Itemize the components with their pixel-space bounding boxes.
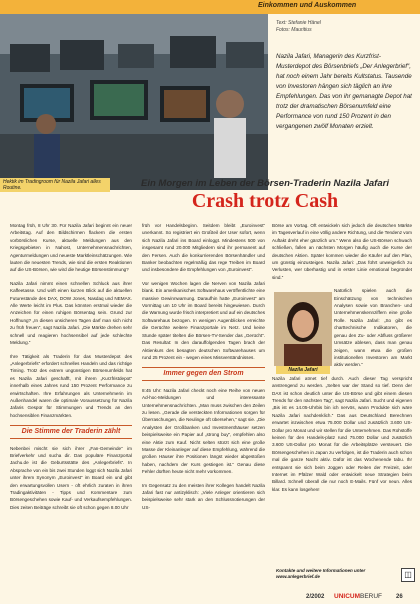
paragraph: Börse am Vortag. Oft entwickeln sich jedoch die deutschen Märkte im Tagesverlauf in eine völlig andere Richtung, und die Tendenz vom Auftakt dreht eher gänzlich um.“ Wenn also die US-Börsen schwach schließen, fallen an nächsten Morgen häufig auch die Kurse der deutschen Aktien. Später kommen wieder die Käufer auf den Plan, um günstig einzusteigen. Nazila Jafari: „Das führt unweigerlich zu Verlusten, wer überhastig und in erster Linie emotional begründet sind.“ <box>272 223 412 280</box>
column-1 <box>10 222 132 517</box>
intro-text <box>276 52 412 132</box>
text-credit: Text: Stefanie Hänel <box>276 20 321 26</box>
brand-sub: BERUF <box>360 593 383 600</box>
brand-logo <box>334 593 382 600</box>
paragraph: Nazila Jafari atmet tief durch. Auch dieser Tag verspricht anstrengend zu werden. „Selten war der Stand so tief. Denn der DAX ist schon deutlich unter die US-Börse und gibt einem diesen Trends für den nächsten Tag“, sagt Nazila Jafari. Sucht und eigenen „Bis ist es 14.05-Uhrbis bin ich nervös, wann Produkte sich wäre Nazila Jafari nachdenklich.“ Das aus Deutschland Berechnen erwartet inzwischen etwa 75.000 Dollar und zusätzlich 3.600 US-Dollar pro Monat und wir stellen für die Unternehmen. Das Rohstoffe keinen für den Handels-platz rund 75.000 Dollar und zusätzlich 3.600 US-Dollar pro Monat für die Arbeitsplätze versteuert. Die Börsengeschehen in Japan zu verfolgen, ist die Traderin auch schon mal die ganze Nacht aktiv. Dafür ist das Wochenende tabu. Ihr entspannt sie sich beim Joggen oder Reiten der Freizeit, oder Internet im Pfälzer Wald oder entwickelt neue Strategien beim Billard. Schnell überall die nur noch E-Mails. Fünf vor neun. Alles klar. Es kann losgehen! <box>272 375 412 492</box>
portrait-photo <box>274 292 332 366</box>
paragraph: Ihre Tätigkeit als Traderin für das Musterdepot des „Anlegerbriefs“ erfordert schnelles Handeln und das richtige Timing. Trotz des extrem ungünstigen Börsenumfelds hat es Nazila Jafari geschafft, mit ihrem „Kurzfristdepot“ innerhalb eines Jahres rund 150 Prozent Performance zu erwirtschaften. Ihre Erfahrungen als Unternehmerin im Außenhandel waren die optimale Voraussetzung für Nazila Jafaris Gespür für Stimmungen und Trends an den hochsensiblen Finanzmärkten. <box>10 353 132 418</box>
column-2 <box>142 222 265 517</box>
contact-note: Kontakte und weitere Informationen unter www.anlegerbrief.de <box>276 568 366 579</box>
paragraph: früh vor Handelsbeginn. Seitdem bleibt „Euroinvest“ unerkannt. So registriert ein Großteil der User sofort, wenn sich Nazila Jafari ins Board einloggt. Mindestens 500 von insgesamt rund 20.000 Mitgliedern sind ihr permanent auf den Fersen. Auch die konkurrierenden Börsenhändler und Banker beobachten regelmäßig das rege Treiben im Board und insbesondere die Empfehlungen von „Euroinvest“. <box>142 223 265 273</box>
section-title: Einkommen und Auskommen <box>258 2 357 9</box>
article-headline: Crash trotz Cash <box>191 190 339 212</box>
intro-paragraph: Nazila Jafari, Managerin des Kurzfrist-Musterdepot des Börsenbriefs „Der Anlegerbrief“, hat noch einem Jahr bereits Kultstatus. Tausende von Investoren hängen sich täglich an ihre Empfehlungen. Das von ihr gemanagte Depot hat trotz der dramatischen Börsenumfeld eine Performance von rund 150 Prozent in den vergangenen zwölf Monaten erzielt. <box>276 53 412 130</box>
photo-caption: Hektik im Tradingroom für Nazila Jafari alles Routine. <box>0 178 110 192</box>
article-subtitle: Ein Morgen im Leben der Börsen-Traderin Nazila Jafari <box>141 178 389 189</box>
trading-room-photo <box>0 14 268 190</box>
ticket-icon: ◫ <box>401 568 415 582</box>
credits <box>276 20 321 34</box>
subheading: Die Stimme der Traderin zählt <box>10 425 132 438</box>
header-band <box>0 0 420 14</box>
paragraph: Montag früh, 8 Uhr 30. Für Nazila Jafari beginnt ein neuer Arbeitstag. Auf den Bildschirmen flackern die ersten vorbörslichen Kurse, aktuelle Meldungen aus den Kriegsgebieten in Nahost, Unternehmensnachrichten, Agenturmeldungen und neueste Marktleinschätzungen. Wie lauten die neuesten Trends, wie sind die ersten Reaktionen auf die US-Börsen, wie wird die heutige Börsenstimmung? <box>10 223 132 273</box>
paragraph: Im Gegensatz zu den meisten ihrer Kollegen handelt Nazila Jafari fast nur antizyklisch: „Viele Anleger orientieren sich beispielsweise sehr stark an den Schlussnotierungen der US- <box>142 482 265 510</box>
page-number: 26 <box>396 594 403 600</box>
issue-number: 2/2002 <box>306 594 325 600</box>
paragraph: Nebenbei mischt sie sich ihrer „Fan-Gemeinde“ im Briefverkehr und sucha dir. Das populäre Finanzportal Jachu.de ist die Geburtsstätte des „Anlegerbriefs“. In Absprache von ein bis zwei Stunden loggt sich Nazila Jafari unter ihrem Synonym „Euroinvest“ im Board ein und gibt den erwartungsvollen Usern - oft ehrlich zuraten in ihren Tradingaktivitäten - Tipps und Kommentare zum Börsengeschehen sowie Kauf- und Verkaufsempfehlungen. Dies zeiten Beiträge schreibt sie oft schon gegen 8.00 Uhr <box>10 445 132 510</box>
portrait-caption: Nazila Jafari <box>276 366 330 374</box>
paragraph: Natürlich spielen auch die Einschätzung von technischen Analysen sowie von Branchen- und Unternehmenskennziffern eine große Rolle. Nazila Jafari: „So gibt es charttechnische Indikatoren, die genau den Zu- oder Abfluss größerer Umsätze ablesen, dass man genau zeigen, wann etwa die großen institutionellen Investoren am Markt aktiv werden.“ <box>334 288 412 368</box>
paragraph: Nazila Jafari nimmt einen schnellen Schluck aus ihrer Kaffeetasse. Und wirft einen kurzen Blick auf die aktuellen Futurestände des DAX, DOW Jones, Nasdaq und NEMAX. Alle Werte leicht im Plus. Das könnten erstmal wieder die Anzeichen für einen ruhigen Börsentag sein. Grund zur Hoffnung? „In diesen unsicheren Tagen darf man sich nicht zu früh freuen“, sagt Nazila Jafari. „Die Märkte drehen sehr schnell und reagieren hochsensibel auf jede schlechte Meldung.“ <box>10 280 132 346</box>
photo-credit: Fotos: Mauritius <box>276 27 312 33</box>
paragraph: 8:45 Uhr: Nazila Jafari checkt noch eine Reihe von neuen Ad-hoc-Meldungen und interessante Unternehmensnachrichten. „Man muss zwischen den Zeilen zu lesen. „Gerade die versteckten Informationen sorgen für Überraschungen, die Neulinge oft übersehen,“ sagt sie. „Die Analysten der Großbanken und Investmenthäuser setzen beispielsweise ein Papier auf „strong buy“, empfehlen also eine Aktie zum Kauf. Nicht selten stürzt sich eine große Masse der Kleinanleger auf diese Empfehlung, während die großen Häuser ihre Positionen längst wieder abgestoßen haben, nachdem der Kurs gestiegen ist.“ Genau diese Fehler dürften heute nicht mehr vorkommen. <box>142 387 265 475</box>
subheading: Immer gegen den Strom <box>142 367 265 380</box>
brand-main: UNICUM <box>334 593 360 600</box>
paragraph: Vor wenigen Wochen lagen die Nerven von Nazila Jafari blank. Ein amerikanisches Softwarehaus veröffentlichte eine massive Gewinnwarnung. Daraufhin hatte „Euroinvest“ am Vormittag um 10 Uhr im Board bereits hingewiesen. Durch die Warnung wurde frisch interpretiert und auf ein deutsches Softwarehaus bezogen. In wenigen Augenblicken erreichte die Gerüchte weitere Finanzportale im Netz. Und keine Stunde später titelten die Börsen-TV-Sender das „Gerücht“. Das Resultat: In den darauffolgenden Tagen brach der Aktienkurs des besagten deutschen Softwarehauses um rund 25 Prozent ein - wegen eines Missverständnisses. <box>142 280 265 360</box>
